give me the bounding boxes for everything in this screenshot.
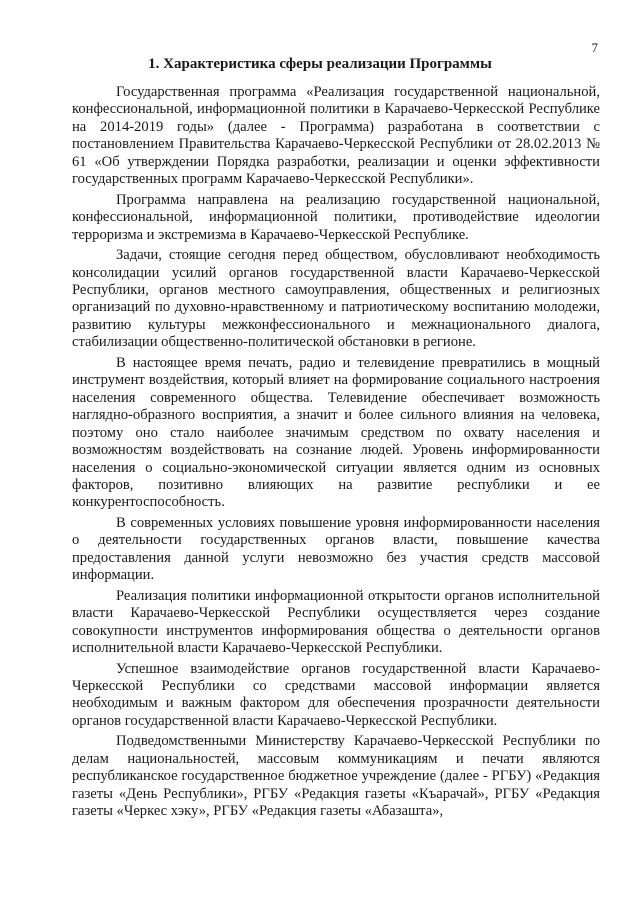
body-text [72, 84, 600, 824]
paragraph: Подведомственными Министерству Карачаево-Черкесской Республики по делам национальностей, массовым коммуникациям и печати являются республиканское государственное бюджетное учреждение (далее - РГБУ) «Редакция газеты «День Республики», РГБУ «Редакция газеты «Къарачай», РГБУ «Редакция газеты «Черкес хэку», РГБУ «Редакция газеты «Абазашта», [72, 733, 600, 820]
page-number: 7 [591, 40, 598, 55]
section-heading: 1. Характеристика сферы реализации Программы [148, 56, 492, 72]
paragraph: Государственная программа «Реализация государственной национальной, конфессиональной, информационной политики в Карачаево-Черкесской Республике на 2014-2019 годы» (далее - Программа) разработана в соответствии с постановлением Правительства Карачаево-Черкесской Республики от 28.02.2013 № 61 «Об утверждении Порядка разработки, реализации и оценки эффективности государственных программ Карачаево-Черкесской Республики». [72, 84, 600, 188]
paragraph: Реализация политики информационной открытости органов исполнительной власти Карачаево-Черкесской Республики осуществляется через создание совокупности инструментов информирования общества о деятельности органов исполнительной власти Карачаево-Черкесской Республики. [72, 587, 600, 657]
paragraph: В современных условиях повышение уровня информированности населения о деятельности государственных органов власти, повышение качества предоставления данной услуги невозможно без участия средств массовой информации. [72, 514, 600, 584]
paragraph: В настоящее время печать, радио и телевидение превратились в мощный инструмент воздействия, который влияет на формирование социального настроения населения современного общества. Телевидение обеспечивает возможность наглядно-образного восприятия, а значит и более сильного влияния на человека, поэтому оно стало наиболее значимым средством по охвату населения и возможностям воздействовать на сознание людей. Уровень информированности населения о социально-экономической ситуации является одним из основных факторов, позитивно влияющих на развитие республики и ее конкурентоспособность. [72, 354, 600, 511]
paragraph: Успешное взаимодействие органов государственной власти Карачаево-Черкесской Республики со средствами массовой информации является необходимым и важным фактором для обеспечения прозрачности деятельности органов государственной власти Карачаево-Черкесской Республики. [72, 660, 600, 729]
paragraph: Задачи, стоящие сегодня перед обществом, обусловливают необходимость консолидации усилий органов государственной власти Карачаево-Черкесской Республики, органов местного самоуправления, общественных и религиозных организаций по духовно-нравственному и патриотическому воспитанию молодежи, развитию культуры межконфессионального и межнационального диалога, стабилизации общественно-политической обстановки в регионе. [72, 247, 600, 351]
paragraph: Программа направлена на реализацию государственной национальной, конфессиональной, информационной политики, противодействие идеологии терроризма и экстремизма в Карачаево-Черкесской Республике. [72, 191, 600, 243]
